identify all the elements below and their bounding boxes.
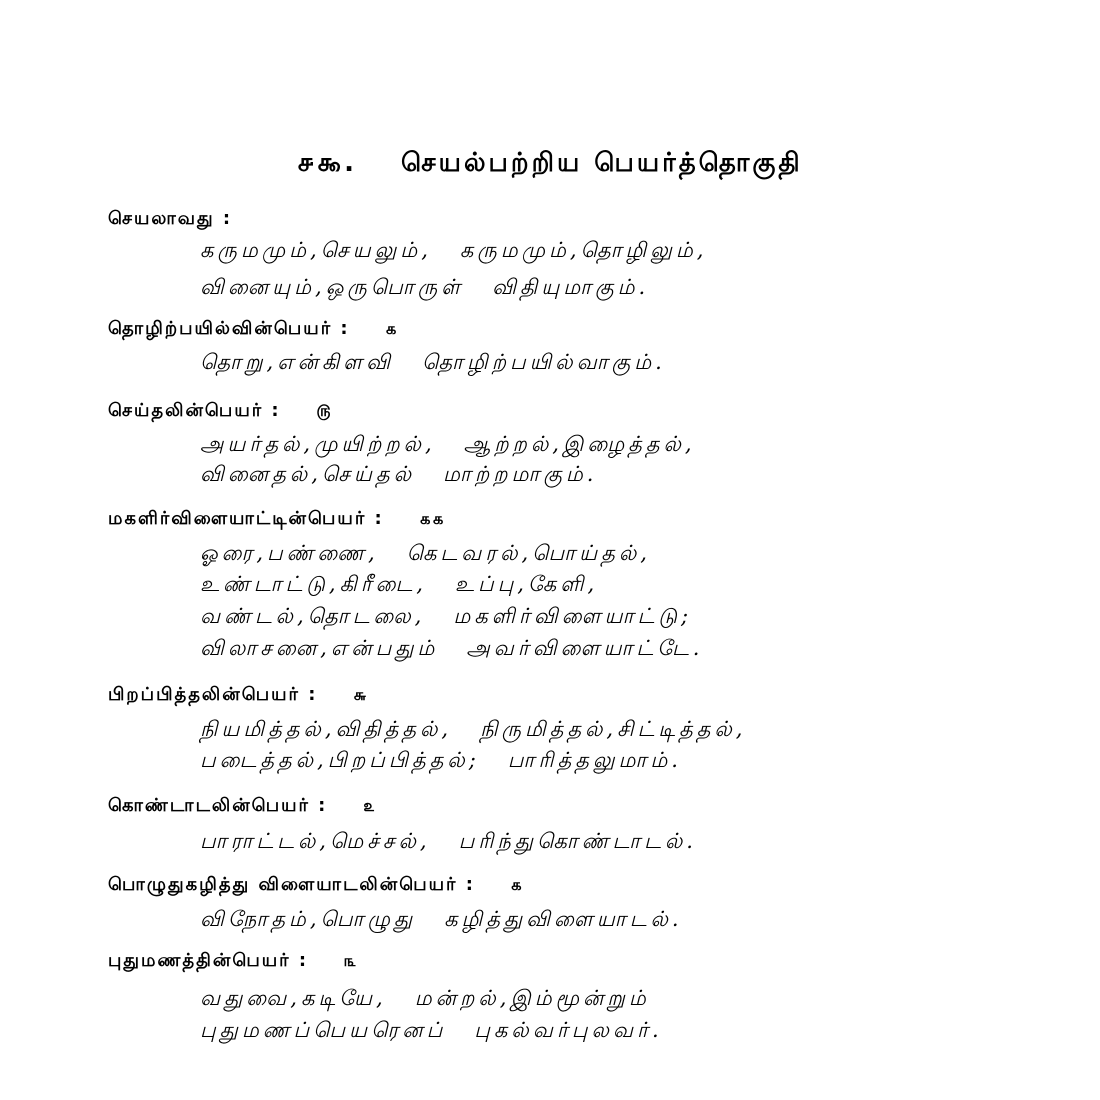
heading-text: செய்தலின்பெயர் : <box>108 400 281 421</box>
synonym-count: ௫ <box>316 401 333 420</box>
verse-segment: புகல்வர்புலவர். <box>474 1018 663 1042</box>
heading-text: தொழிற்பயில்வின்பெயர் : <box>108 318 350 339</box>
verse-line <box>200 350 666 377</box>
synonym-count: ௧௧ <box>419 509 446 528</box>
verse-line <box>200 604 692 631</box>
verse-segment: மாற்றமாகும். <box>443 462 598 486</box>
synonym-count: ௬ <box>353 685 369 704</box>
verse-segment: விதியுமாகும். <box>492 275 650 299</box>
verse-segment: வினையும்,ஒருபொருள் <box>200 275 465 299</box>
verse-line <box>200 1018 663 1045</box>
verse-segment: புதுமணப்பெயரெனப் <box>200 1018 447 1042</box>
heading-text: செயலாவது : <box>108 208 233 229</box>
verse-line <box>200 636 703 663</box>
section-heading <box>108 318 399 341</box>
verse-line <box>200 238 707 265</box>
section-heading <box>108 684 368 707</box>
section-heading <box>108 508 446 531</box>
verse-line <box>200 717 746 744</box>
verse-line <box>200 462 597 489</box>
verse-segment: பாராட்டல்,மெச்சல், <box>200 829 431 853</box>
heading-text: பிறப்பித்தலின்பெயர் : <box>108 684 318 705</box>
verse-segment: ஆற்றல்,இழைத்தல், <box>463 432 696 456</box>
verse-segment: ஓரை,பண்ணை, <box>200 541 379 565</box>
verse-line <box>200 829 697 856</box>
verse-segment: கருமமும்,செயலும், <box>200 238 432 262</box>
heading-text: கொண்டாடலின்பெயர் : <box>108 795 328 816</box>
verse-segment: வதுவை,கடியே, <box>200 986 387 1010</box>
verse-line <box>200 275 649 302</box>
verse-line <box>200 432 696 459</box>
verse-line <box>200 986 650 1013</box>
verse-segment: கழித்துவிளையாடல். <box>444 907 683 931</box>
synonym-count: ௧ <box>385 319 399 338</box>
verse-segment: நியமித்தல்,விதித்தல், <box>200 717 453 741</box>
verse-segment: உப்பு,கேளி, <box>454 572 599 596</box>
section-number: ௪௯. <box>297 148 358 178</box>
section-heading <box>108 400 333 423</box>
verse-segment: தொழிற்பயில்வாகும். <box>422 350 666 374</box>
verse-segment: மன்றல்,இம்மூன்றும் <box>414 986 650 1010</box>
verse-segment: அவர்விளையாட்டே. <box>466 636 704 660</box>
section-heading <box>108 795 377 818</box>
verse-segment: நிருமித்தல்,சிட்டித்தல், <box>480 717 747 741</box>
verse-segment: கருமமும்,தொழிலும், <box>459 238 708 262</box>
verse-segment: பாரித்தலுமாம். <box>507 748 682 772</box>
verse-segment: கெடவரல்,பொய்தல், <box>406 541 651 565</box>
verse-line <box>200 572 598 599</box>
verse-segment: விலாசனை,என்பதும் <box>200 636 439 660</box>
verse-segment: மகளிர்விளையாட்டு; <box>453 604 693 628</box>
verse-segment: பரிந்துகொண்டாடல். <box>458 829 697 853</box>
verse-segment: தொறு,என்கிளவி <box>200 350 395 374</box>
verse-segment: படைத்தல்,பிறப்பித்தல்; <box>200 748 480 772</box>
synonym-count: ௩ <box>344 951 359 970</box>
verse-line <box>200 748 682 775</box>
verse-segment: விநோதம்,பொழுது <box>200 907 417 931</box>
page-title <box>0 148 1100 181</box>
title-text: செயல்பற்றிய பெயர்த்தொகுதி <box>401 148 803 178</box>
synonym-count: ௧ <box>510 875 524 894</box>
synonym-count: ௨ <box>363 796 377 815</box>
verse-segment: அயர்தல்,முயிற்றல், <box>200 432 436 456</box>
verse-line <box>200 541 651 568</box>
heading-text: புதுமணத்தின்பெயர் : <box>108 950 309 971</box>
verse-segment: வினைதல்,செய்தல் <box>200 462 416 486</box>
verse-segment: வண்டல்,தொடலை, <box>200 604 426 628</box>
verse-line <box>200 907 683 934</box>
heading-text: பொழுதுகழித்து விளையாடலின்பெயர் : <box>108 874 475 895</box>
section-heading <box>108 950 358 973</box>
section-heading <box>108 208 268 231</box>
verse-segment: உண்டாட்டு,கிரீடை, <box>200 572 427 596</box>
heading-text: மகளிர்விளையாட்டின்பெயர் : <box>108 508 384 529</box>
section-heading <box>108 874 524 897</box>
